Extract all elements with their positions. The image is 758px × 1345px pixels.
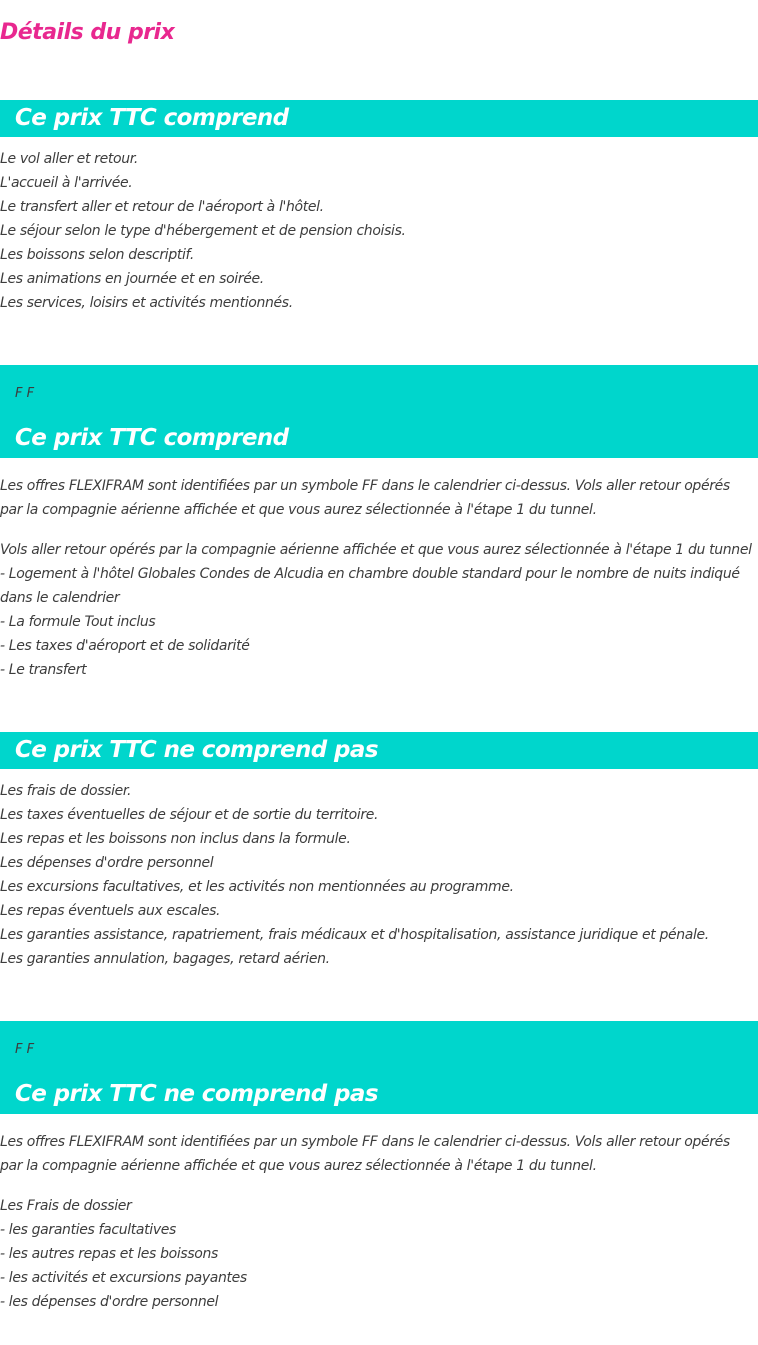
not-included-list xyxy=(0,779,748,971)
section-heading: Ce prix TTC comprend xyxy=(15,425,289,451)
flexifram-included-list xyxy=(0,538,752,682)
list-item: Les frais de dossier. xyxy=(0,783,132,799)
ff-symbol: F F xyxy=(15,1042,35,1057)
list-item: Les animations en journée et en soirée. xyxy=(0,271,264,287)
list-item: - Le transfert xyxy=(0,662,87,678)
list-item: - Logement à l'hôtel Globales Condes de Alcudia en chambre double standard pour le nombre de nuits indiqué dans le calendrier xyxy=(0,566,740,606)
section-header-not-included-flexifram xyxy=(0,1021,758,1114)
flexifram-included-text xyxy=(0,474,748,522)
list-item: Vols aller retour opérés par la compagnie aérienne affichée et que vous aurez sélectionnée à l'étape 1 du tunnel xyxy=(0,542,752,558)
list-item: - les activités et excursions payantes xyxy=(0,1270,247,1286)
list-item: Les repas et les boissons non inclus dans la formule. xyxy=(0,831,351,847)
section-header-included-flexifram xyxy=(0,365,758,458)
list-item: - les dépenses d'ordre personnel xyxy=(0,1294,219,1310)
page-title: Détails du prix xyxy=(0,20,175,45)
flexifram-not-included-text xyxy=(0,1130,748,1178)
list-item: - La formule Tout inclus xyxy=(0,614,156,630)
list-item: Le vol aller et retour. xyxy=(0,151,138,167)
list-item: Les repas éventuels aux escales. xyxy=(0,903,221,919)
list-item: Les services, loisirs et activités mentionnés. xyxy=(0,295,293,311)
list-item: - les garanties facultatives xyxy=(0,1222,176,1238)
flexifram-intro: Les offres FLEXIFRAM sont identifiées par un symbole FF dans le calendrier ci-dessus. Vols aller retour opérés par la compagnie aérienne affichée et que vous aurez sélectionnée à l'étape 1 du tunnel. xyxy=(0,1134,730,1174)
list-item: Les taxes éventuelles de séjour et de sortie du territoire. xyxy=(0,807,379,823)
section-heading: Ce prix TTC ne comprend pas xyxy=(15,737,378,763)
list-item: - les autres repas et les boissons xyxy=(0,1246,218,1262)
list-item: Les Frais de dossier xyxy=(0,1198,132,1214)
list-item: - Les taxes d'aéroport et de solidarité xyxy=(0,638,250,654)
list-item: Les garanties annulation, bagages, retard aérien. xyxy=(0,951,330,967)
list-item: Les boissons selon descriptif. xyxy=(0,247,194,263)
section-header-included xyxy=(0,100,758,137)
list-item: Le transfert aller et retour de l'aéroport à l'hôtel. xyxy=(0,199,324,215)
included-list xyxy=(0,147,748,315)
section-heading: Ce prix TTC ne comprend pas xyxy=(15,1081,378,1107)
flexifram-not-included-list xyxy=(0,1194,748,1314)
list-item: Les excursions facultatives, et les activités non mentionnées au programme. xyxy=(0,879,514,895)
flexifram-intro: Les offres FLEXIFRAM sont identifiées par un symbole FF dans le calendrier ci-dessus. Vols aller retour opérés par la compagnie aérienne affichée et que vous aurez sélectionnée à l'étape 1 du tunnel. xyxy=(0,478,730,518)
section-header-not-included xyxy=(0,732,758,769)
list-item: L'accueil à l'arrivée. xyxy=(0,175,133,191)
ff-symbol: F F xyxy=(15,386,35,401)
list-item: Les dépenses d'ordre personnel xyxy=(0,855,214,871)
section-heading: Ce prix TTC comprend xyxy=(15,105,289,131)
list-item: Le séjour selon le type d'hébergement et de pension choisis. xyxy=(0,223,406,239)
list-item: Les garanties assistance, rapatriement, frais médicaux et d'hospitalisation, assistance juridique et pénale. xyxy=(0,927,709,943)
